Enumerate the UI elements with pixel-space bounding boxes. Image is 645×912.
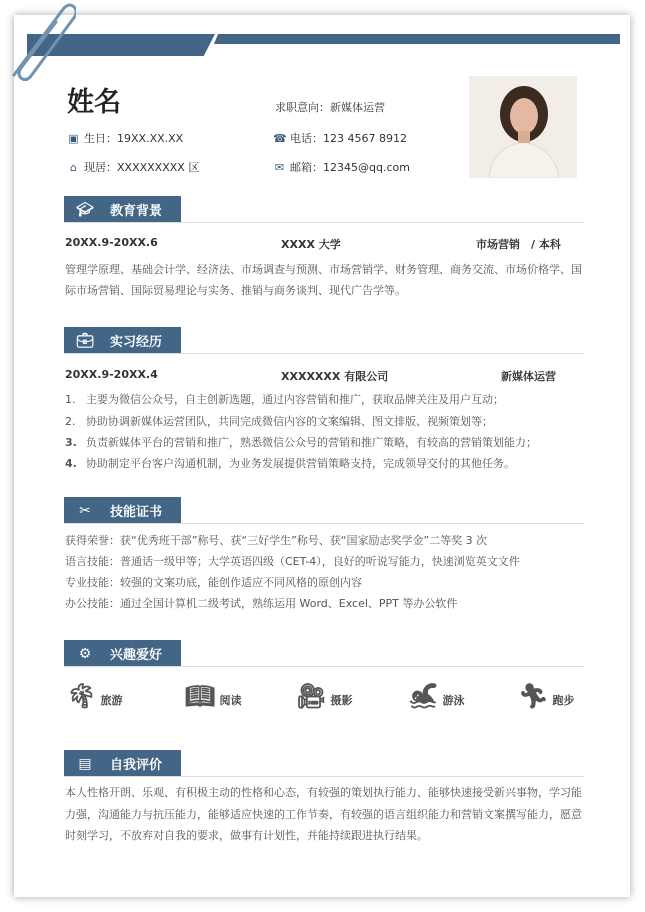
divider: [64, 222, 584, 223]
skill-line: 办公技能：通过全国计算机二级考试，熟练运用 Word、Excel、PPT 等办公软件: [65, 597, 458, 610]
edu-major: 市场营销 / 本科: [476, 238, 561, 251]
swimmer-icon: 🏊︎: [408, 682, 439, 710]
list-item: 2. 协助协调新媒体运营团队，共同完成微信内容的文案编辑、图文排版、视频策划等；: [65, 415, 493, 428]
birthday: ▣ 生日：19XX.XX.XX: [68, 132, 184, 145]
runner-icon: 🏃︎: [518, 682, 549, 710]
book-icon: 📖︎: [185, 682, 216, 710]
header-band-thin: [214, 34, 620, 44]
intern-company: XXXXXXX 有限公司: [281, 370, 389, 383]
divider: [64, 776, 584, 777]
paperclip-icon: [6, 0, 76, 85]
edu-period: 20XX.9-20XX.6: [65, 236, 158, 249]
graduation-cap-icon: 🎓︎: [76, 201, 94, 218]
hobby-travel: 🌴︎ 旅游: [66, 682, 123, 710]
skill-line: 语言技能：普通话一级甲等；大学英语四级（CET-4），良好的听说写能力，快速浏览英文文件: [65, 555, 520, 568]
list-item: 1. 主要为微信公众号，自主创新选题，通过内容营销和推广，获取品牌关注及用户互动；: [65, 393, 504, 406]
hobby-photography: 🎥︎ 摄影: [296, 682, 353, 710]
email: ✉ 邮箱：12345@qq.com: [274, 161, 410, 174]
section-hobbies-header: ⚙ 兴趣爱好: [64, 640, 181, 667]
tools-icon: ✂: [79, 502, 91, 519]
list-item: 3. 负责新媒体平台的营销和推广，熟悉微信公众号的营销和推广策略，有较高的营销策划能力；: [65, 436, 537, 449]
hobby-reading: 📖︎ 阅读: [185, 682, 242, 710]
comment-icon: ▤: [78, 755, 92, 772]
palm-tree-icon: 🌴︎: [66, 682, 97, 710]
profile-photo: [469, 76, 577, 178]
edu-courses: 管理学原理、基础会计学、经济法、市场调查与预测、市场营销学、财务管理、商务交流、市场价格学、国: [65, 263, 582, 276]
self-eval-text: 时刻学习，不放弃对自我的要求，做事有计划性，并能持续跟进执行结果。: [65, 829, 428, 842]
intern-position: 新媒体运营: [501, 370, 556, 383]
section-self-eval-header: ▤ 自我评价: [64, 750, 181, 777]
gear-icon: ⚙: [78, 645, 92, 662]
skill-line: 获得荣誉：获“优秀班干部”称号、获“三好学生”称号、获“国家励志奖学金”二等奖 3 次: [65, 534, 488, 547]
section-skills-header: ✂ 技能证书: [64, 497, 181, 524]
edu-courses: 际市场营销、国际贸易理论与实务、推销与商务谈判、现代广告学等。: [65, 284, 406, 297]
candidate-name: 姓名: [67, 87, 121, 118]
self-eval-text: 力强，沟通能力与抗压能力，能够适应快速的工作节奏，有较强的语言组织能力和营销文案撰写能力，愿意: [65, 808, 582, 821]
phone: ☎ 电话：123 4567 8912: [273, 132, 407, 145]
intern-period: 20XX.9-20XX.4: [65, 368, 158, 381]
camera-icon: 🎥︎: [296, 682, 327, 710]
residence: ⌂ 现居：XXXXXXXXX 区: [67, 159, 199, 175]
job-objective: 求职意向：新媒体运营: [275, 101, 385, 114]
divider: [64, 666, 584, 667]
section-education-header: 🎓︎ 教育背景: [64, 196, 181, 223]
divider: [64, 523, 584, 524]
skill-line: 专业技能：较强的文案功底，能创作适应不同风格的原创内容: [65, 576, 362, 589]
briefcase-icon: 💼︎: [76, 332, 94, 349]
phone-icon: ☎: [273, 132, 287, 145]
edu-school: XXXX 大学: [281, 238, 341, 251]
hobby-swimming: 🏊︎ 游泳: [408, 682, 465, 710]
self-eval-text: 本人性格开朗、乐观、有积极主动的性格和心态，有较强的策划执行能力、能够快速接受新兴事物，学习能: [65, 786, 582, 799]
mail-icon: ✉: [274, 161, 285, 174]
list-item: 4. 协助制定平台客户沟通机制，为业务发展提供营销策略支持，完成领导交付的其他任务。: [65, 457, 515, 470]
section-internship-header: 💼︎ 实习经历: [64, 327, 181, 354]
divider: [64, 353, 584, 354]
calendar-icon: ▣: [68, 132, 79, 145]
hobby-running: 🏃︎ 跑步: [518, 682, 575, 710]
home-icon: ⌂: [70, 161, 77, 174]
